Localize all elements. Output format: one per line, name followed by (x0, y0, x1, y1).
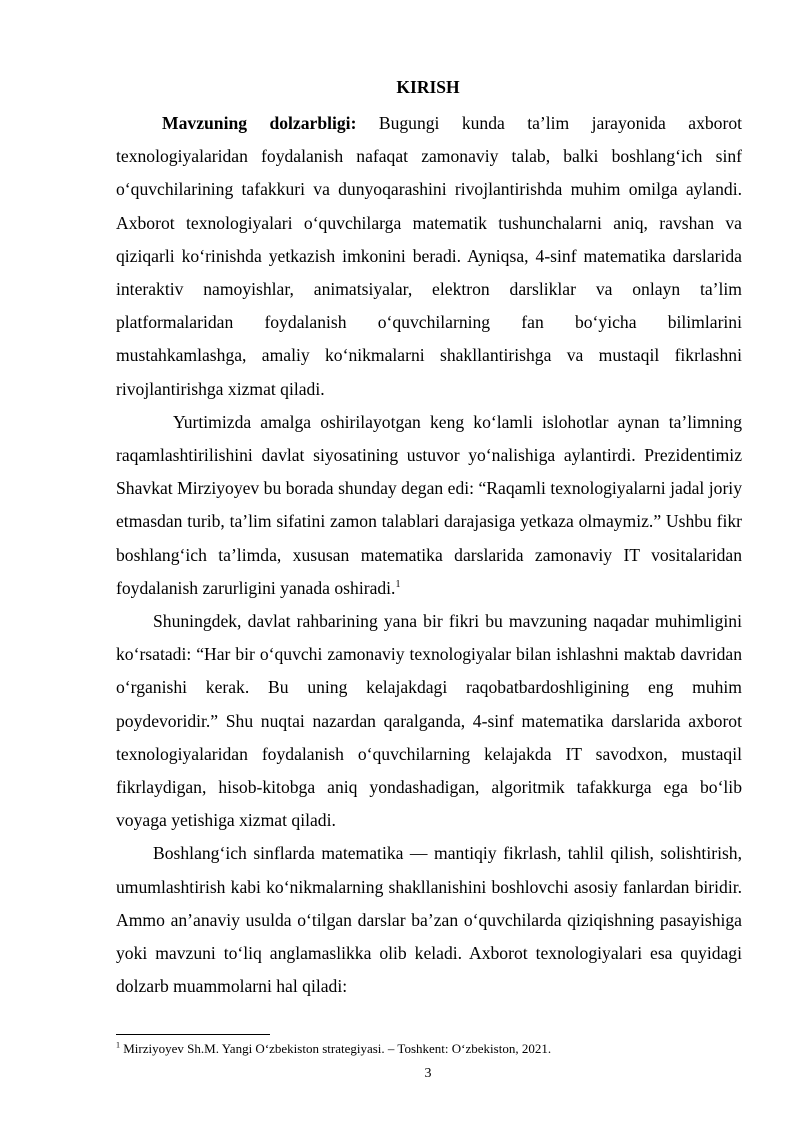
body-text (116, 107, 742, 1003)
footnote-text: Mirziyoyev Sh.M. Yangi O‘zbekiston strategiyasi. – Toshkent: O‘zbekiston, 2021. (120, 1041, 552, 1056)
paragraph-text: Bugungi kunda ta’lim jarayonida axborot texnologiyalaridan foydalanish nafaqat zamonaviy talab, balki boshlang‘ich sinf o‘quvchilarining tafakkuri va dunyoqarashini rivojlantirishda muhim omilga aylandi. Axborot texnologiyalari o‘quvchilarga matematik tushunchalarni aniq, ravshan va qiziqarli ko‘rinishda yetkazish imkonini beradi. Ayniqsa, 4-sinf matematika darslarida interaktiv namoyishlar, animatsiyalar, elektron darsliklar va onlayn ta’lim platformalaridan foydalanish o‘quvchilarning fan bo‘yicha bilimlarini mustahkamlashga, amaliy ko‘nikmalarni shakllantirishga va mustaqil fikrlashni rivojlantirishga xizmat qiladi. (116, 113, 743, 399)
paragraph-relevance (116, 107, 742, 406)
paragraph-reforms (116, 406, 742, 605)
paragraph-text: Yurtimizda amalga oshirilayotgan keng ko‘lamli islohotlar aynan ta’limning raqamlashtirilishini davlat siyosatining ustuvor yo‘nalishiga aylantirdi. Prezidentimiz Shavkat Mirziyoyev bu borada shunday degan edi: “Raqamli texnologiyalarni jadal joriy etmasdan turib, ta’lim sifatini zamon talablari darajasiga yetkaza olmaymiz.” Ushbu fikr boshlang‘ich ta’limda, xususan matematika darslarida zamonaviy IT vositalaridan foydalanish zarurligini yanada oshiradi. (116, 411, 742, 598)
footnote (116, 1040, 742, 1058)
paragraph-problems (116, 837, 742, 1003)
footnote-separator (116, 1034, 270, 1035)
section-title: KIRISH (396, 77, 460, 97)
paragraph-text: Shuningdek, davlat rahbarining yana bir fikri bu mavzuning naqadar muhimligini ko‘rsatadi: “Har bir o‘quvchi zamonaviy texnologiyalar bilan ishlashni maktab davridan o‘rganishi kerak. Bu uning kelajakdagi raqobatbardoshligining eng muhim poydevoridir.” Shu nuqtai nazardan qaralganda, 4-sinf matematika darslarida axborot texnologiyalaridan foydalanish o‘quvchilarning kelajakda IT savodxon, mustaqil fikrlaydigan, hisob-kitobga aniq yondashadigan, algoritmik tafakkurga ega bo‘lib voyaga yetishiga xizmat qiladi. (116, 611, 742, 831)
paragraph-text: Boshlang‘ich sinflarda matematika — mantiqiy fikrlash, tahlil qilish, solishtirish, umumlashtirish kabi ko‘nikmalarning shakllanishini boshlovchi asosiy fanlardan biridir. Ammo an’anaviy usulda o‘tilgan darslar ba’zan o‘quvchilarda qiziqishning pasayishiga yoki mavzuni to‘liq anglamaslikka olib keladi. Axborot texnologiyalari esa quyidagi dolzarb muammolarni hal qiladi: (116, 843, 742, 997)
footnote-reference[interactable]: 1 (395, 578, 401, 590)
footnote-marker: 1 (116, 1040, 120, 1050)
paragraph-lead: Mavzuning dolzarbligi: (162, 113, 357, 133)
page-number: 3 (424, 1066, 432, 1081)
paragraph-quote (116, 605, 742, 837)
